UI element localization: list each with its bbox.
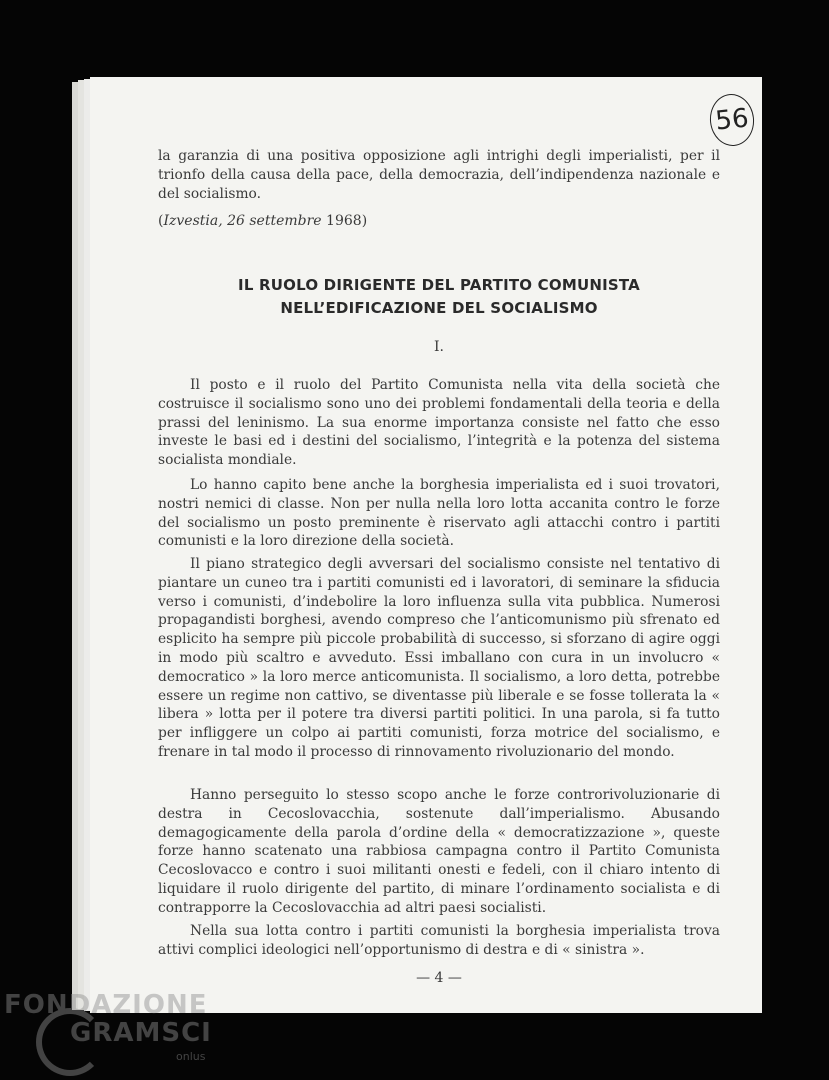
citation-year: 1968: [326, 213, 362, 229]
watermark-line2: GRAMSCI: [70, 1018, 212, 1048]
body-paragraph: Il posto e il ruolo del Partito Comunista nella vita della società che costruisce il socialismo sono uno dei problemi fondamentali della teoria e della prassi del leninismo. La sua enorme importanza consiste nel fatto che esso investe le basi ed i destini del socialismo, l’integrità e la potenza del sistema socialista mondiale.: [158, 377, 720, 469]
body-paragraph: Nella sua lotta contro i partiti comunisti la borghesia imperialista trova attivi complici ideologici nell’opportunismo di destra e di « sinistra ».: [158, 923, 720, 958]
citation-open-paren: (: [158, 213, 164, 229]
citation-close-paren: ): [361, 213, 368, 229]
body-paragraph: Hanno perseguito lo stesso scopo anche le forze controrivoluzionarie di destra in Cecoslovacchia, sostenute dall’imperialismo. Abusando demagogicamente della parola d’ordine della « democratizzazione », queste forze hanno scatenato una rabbiosa campagna contro il Partito Comunista Cecoslovacco e contro i suoi militanti onesti e fedeli, con il chiaro intento di liquidare il ruolo dirigente del partito, di minare l’ordinamento socialista e di contrapporre la Cecoslovacchia ad altri paesi socialisti.: [158, 787, 720, 916]
watermark-line1: FONDAZIONE: [4, 990, 208, 1020]
citation: [158, 213, 367, 229]
handwritten-page-number: 56: [707, 92, 756, 148]
document-page: [90, 77, 762, 1013]
folio-page-number: — 4 —: [416, 970, 462, 986]
chapter-heading-line2: NELL’EDIFICAZIONE DEL SOCIALISMO: [280, 299, 598, 317]
watermark-logo: [4, 990, 234, 1075]
opening-paragraph: la garanzia di una positiva opposizione agli intrighi degli imperialisti, per il trionfo della causa della pace, della democrazia, dell’indipendenza nazionale e del socialismo.: [158, 148, 720, 202]
citation-source: Izvestia, 26 settembre: [163, 213, 322, 229]
chapter-heading-line1: IL RUOLO DIRIGENTE DEL PARTITO COMUNISTA: [238, 276, 640, 294]
section-number: I.: [434, 339, 444, 355]
body-paragraph: Lo hanno capito bene anche la borghesia imperialista ed i suoi trovatori, nostri nemici di classe. Non per nulla nella loro lotta accanita contro le forze del socialismo un posto preminente è riservato agli attacchi contro i partiti comunisti e la loro direzione della società.: [158, 477, 720, 550]
watermark-suffix: onlus: [176, 1050, 206, 1063]
body-paragraph: Il piano strategico degli avversari del socialismo consiste nel tentativo di piantare un cuneo tra i partiti comunisti ed i lavoratori, di seminare la sfiducia verso i comunisti, d’indebolire la loro influenza sulla vita pubblica. Numerosi propagandisti borghesi, avendo compreso che l’anticomunismo più sfrenato ed esplicito ha sempre più piccole probabilità di successo, si sforzano di agire oggi in modo più scaltro e avveduto. Essi imballano con cura in un involucro « democratico » la loro merce anticomunista. Il socialismo, a loro detta, potrebbe essere un regime non cattivo, se diventasse più liberale e se fosse tollerata la « libera » lotta per il potere tra diversi partiti politici. In una parola, si fa tutto per infliggere un colpo ai partiti comunisti, forza motrice del socialismo, e frenare in tal modo il processo di rinnovamento rivoluzionario del mondo.: [158, 556, 720, 760]
